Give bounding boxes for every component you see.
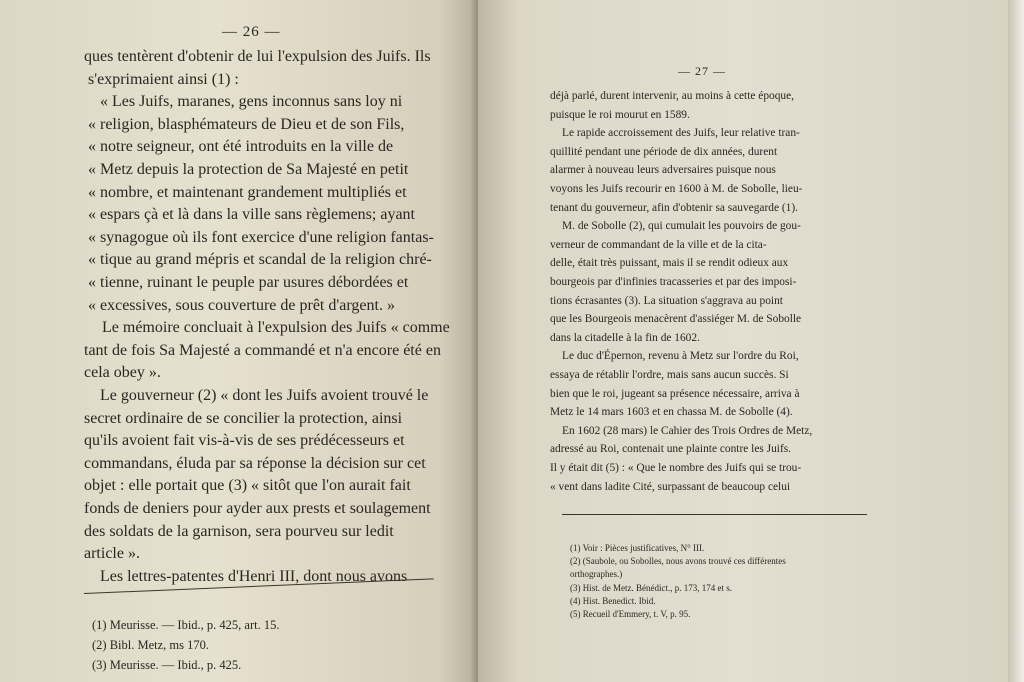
footnote-rule-right: [562, 514, 867, 515]
left-footnote-line: (3) Meurisse. — Ibid., p. 425.: [92, 658, 242, 672]
right-body-line: alarmer à nouveau leurs adversaires puisque nous: [550, 164, 776, 177]
left-body-line: article ».: [84, 545, 140, 563]
left-body-line: cela obey ».: [84, 364, 161, 382]
right-body-line: essaya de rétablir l'ordre, mais sans aucun succès. Si: [550, 369, 789, 381]
right-body-line: tenant du gouverneur, afin d'obtenir sa sauvegarde (1).: [550, 201, 798, 214]
left-body-line: tant de fois Sa Majesté a commandé et n'a encore été en: [84, 341, 441, 359]
right-body-line: bourgeois par d'infinies tracasseries et par des imposi-: [550, 276, 797, 288]
left-body-line: « espars çà et là dans la ville sans règlemens; ayant: [88, 206, 415, 224]
right-body-line: Le duc d'Épernon, revenu à Metz sur l'ordre du Roi,: [562, 350, 799, 363]
right-body-line: Il y était dit (5) : « Que le nombre des Juifs qui se trou-: [550, 462, 802, 474]
right-body-line: delle, était très puissant, mais il se rendit odieux aux: [550, 257, 789, 270]
right-body-line: verneur de commandant de la ville et de la cita-: [550, 238, 767, 251]
right-body-line: « vent dans ladite Cité, surpassant de beaucoup celui: [550, 480, 791, 493]
right-footnote-line: (4) Hist. Benedict. Ibid.: [570, 595, 656, 606]
right-body-line: puisque le roi mourut en 1589.: [550, 108, 690, 121]
left-body-line: secret ordinaire de se concilier la protection, ainsi: [84, 409, 403, 427]
right-body-line: tions écrasantes (3). La situation s'aggrava au point: [550, 294, 783, 307]
left-footnote-line: (1) Meurisse. — Ibid., p. 425, art. 15.: [92, 618, 280, 632]
page-number-right: — 27 —: [678, 64, 726, 78]
left-body-line: Le gouverneur (2) « dont les Juifs avoient trouvé le: [100, 387, 429, 404]
right-body-line: voyons les Juifs recourir en 1600 à M. de Sobolle, lieu-: [550, 183, 803, 195]
left-body-line: des soldats de la garnison, sera pourveu sur ledit: [84, 522, 394, 540]
left-body-line: commandans, éluda par sa réponse la décision sur cet: [84, 454, 426, 472]
left-body-line: « Metz depuis la protection de Sa Majesté en petit: [88, 161, 409, 178]
right-body-line: En 1602 (28 mars) le Cahier des Trois Ordres de Metz,: [562, 424, 813, 437]
left-page: [0, 0, 478, 682]
left-body-line: « tienne, ruinant le peuple par usures débordées et: [88, 274, 409, 291]
left-body-line: « Les Juifs, maranes, gens inconnus sans loy ni: [100, 93, 403, 111]
right-body-line: dans la citadelle à la fin de 1602.: [550, 331, 700, 344]
left-body-line: « synagogue où ils font exercice d'une religion fantas-: [88, 228, 434, 246]
left-body-line: s'exprimaient ainsi (1) :: [88, 70, 239, 88]
right-footnote-line: orthographes.): [570, 569, 623, 580]
right-footnote-line: (5) Recueil d'Emmery, t. V, p. 95.: [570, 609, 691, 619]
left-body-line: fonds de deniers pour ayder aux prests et soulagement: [84, 500, 431, 517]
right-page: [478, 0, 1008, 682]
left-body-line: qu'ils avoient fait vis-à-vis de ses prédécesseurs et: [84, 432, 405, 450]
page-edge: [1008, 0, 1024, 682]
left-body-line: « excessives, sous couverture de prêt d'argent. »: [88, 296, 395, 314]
left-body-line: « religion, blasphémateurs de Dieu et de son Fils,: [88, 115, 405, 133]
right-footnote-line: (3) Hist. de Metz. Bénédict., p. 173, 174 et s.: [570, 582, 732, 593]
right-body-line: Metz le 14 mars 1603 et en chassa M. de Sobolle (4).: [550, 406, 793, 419]
right-body-line: Le rapide accroissement des Juifs, leur relative tran-: [562, 127, 800, 140]
left-body-line: ques tentèrent d'obtenir de lui l'expulsion des Juifs. Ils: [84, 48, 431, 65]
left-body-line: « nombre, et maintenant grandement multipliés et: [88, 183, 407, 201]
left-body-line: Les lettres-patentes d'Henri III, dont nous avons: [100, 567, 408, 585]
right-body-line: déjà parlé, durent intervenir, au moins à cette époque,: [550, 90, 795, 102]
left-body-line: « tique au grand mépris et scandal de la religion chré-: [88, 251, 432, 269]
right-footnote-line: (1) Voir : Pièces justificatives, N° III.: [570, 543, 705, 553]
right-body-line: adressé au Roi, contenait une plainte contre les Juifs.: [550, 443, 792, 456]
left-body-line: « notre seigneur, ont été introduits en la ville de: [88, 138, 394, 156]
page-number-left: — 26 —: [222, 24, 281, 40]
right-body-line: bien que le roi, jugeant sa présence nécessaire, arriva à: [550, 387, 800, 400]
left-footnote-line: (2) Bibl. Metz, ms 170.: [92, 638, 210, 652]
left-body-line: objet : elle portait que (3) « sitôt que l'on aurait fait: [84, 477, 411, 495]
right-body-line: quillité pendant une période de dix années, durent: [550, 145, 778, 158]
right-footnote-line: (2) (Saubole, ou Sobolles, nous avons trouvé ces différentes: [570, 556, 786, 567]
left-body-line: Le mémoire concluait à l'expulsion des Juifs « comme: [102, 319, 450, 337]
right-body-line: que les Bourgeois menacèrent d'assiéger M. de Sobolle: [550, 313, 802, 326]
right-body-line: M. de Sobolle (2), qui cumulait les pouvoirs de gou-: [562, 220, 801, 233]
